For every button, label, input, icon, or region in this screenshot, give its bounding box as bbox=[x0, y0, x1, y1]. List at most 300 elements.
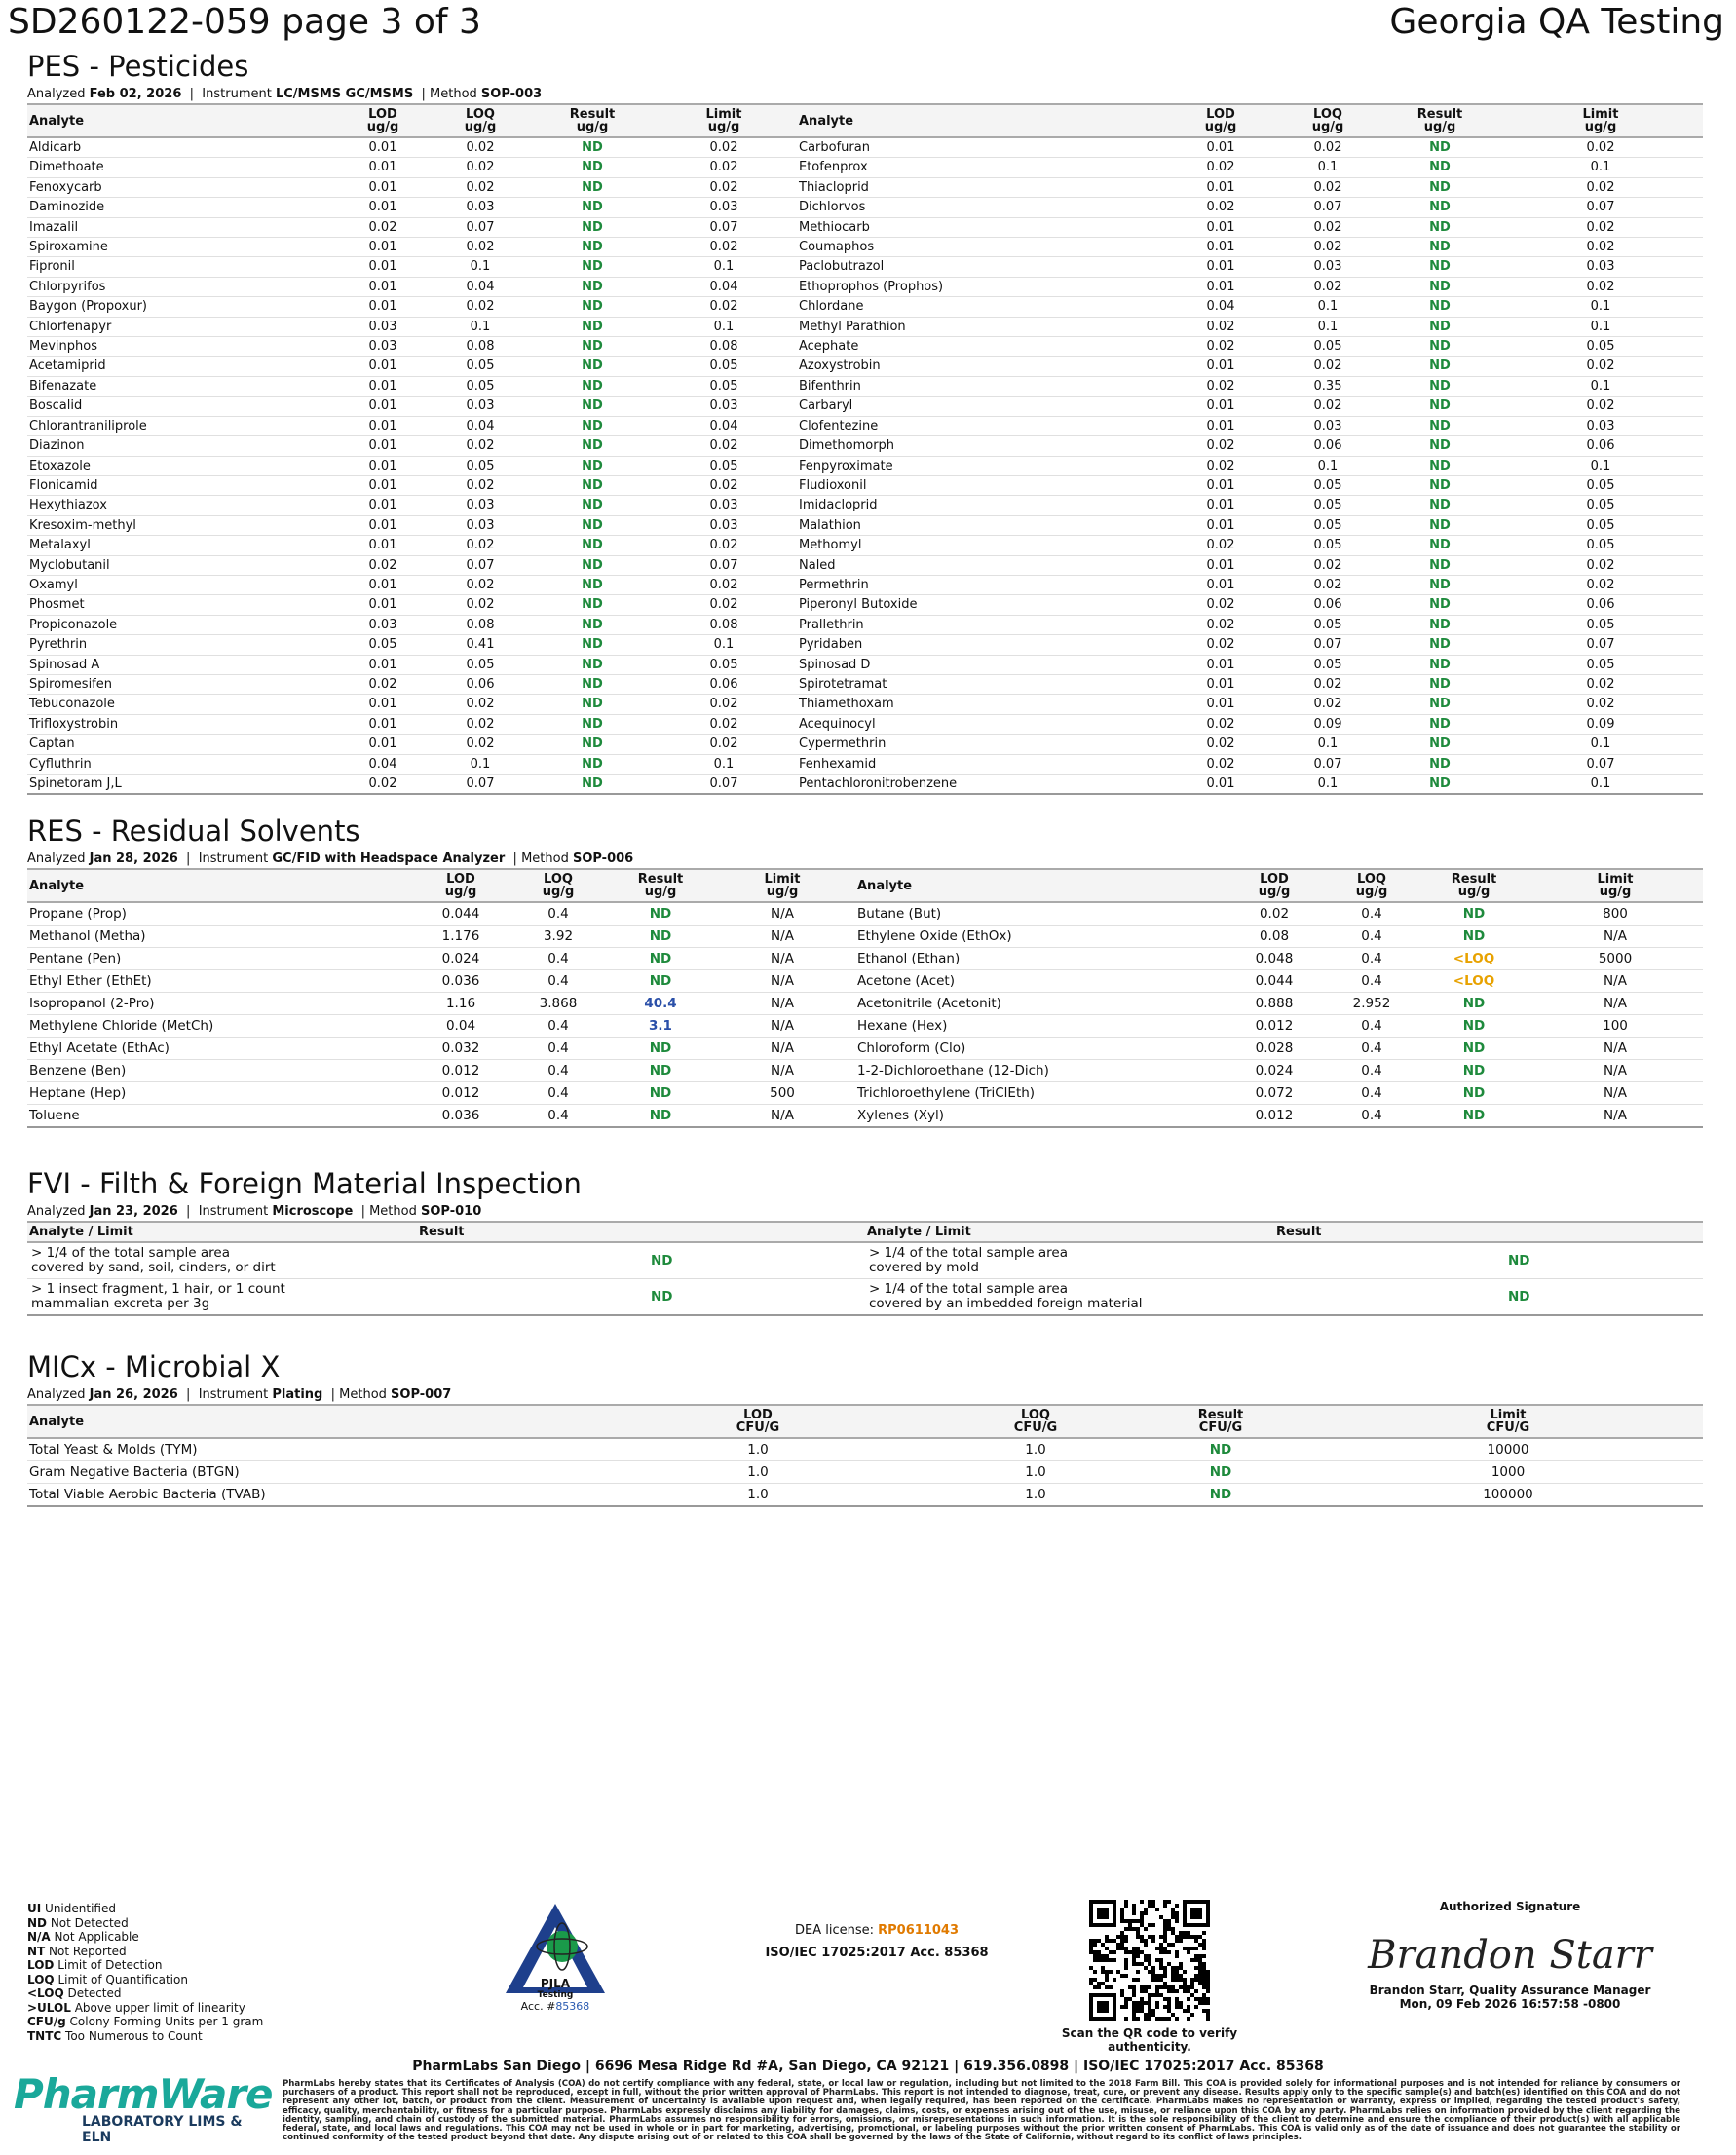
lod-cell: 0.012 bbox=[417, 1060, 505, 1082]
loq-cell: 0.02 bbox=[427, 158, 534, 177]
loq-cell: 0.03 bbox=[1274, 416, 1381, 435]
limit-cell: 0.02 bbox=[1498, 137, 1703, 158]
document-id: SD260122-059 page 3 of 3 bbox=[8, 2, 481, 42]
loq-cell: 0.05 bbox=[1274, 496, 1381, 515]
result-cell: ND bbox=[1128, 1438, 1313, 1461]
loq-cell: 3.92 bbox=[505, 926, 612, 948]
analyte-name: Total Yeast & Molds (TYM) bbox=[27, 1438, 573, 1461]
result-cell: ND bbox=[612, 970, 709, 993]
lod-cell: 0.01 bbox=[1167, 238, 1274, 257]
table-row bbox=[27, 615, 1703, 634]
analyte-name: Methylene Chloride (MetCh) bbox=[27, 1015, 417, 1038]
accreditation-info: DEA license: RP0611043 ISO/IEC 17025:2017 Acc. 85368 bbox=[765, 1923, 989, 1960]
lod-cell: 0.01 bbox=[339, 238, 427, 257]
limit-cell: 500 bbox=[709, 1082, 855, 1105]
table-row bbox=[27, 217, 1703, 237]
limit-cell: 0.06 bbox=[1498, 595, 1703, 615]
loq-cell: 0.35 bbox=[1274, 376, 1381, 396]
filth-table bbox=[27, 1221, 1703, 1316]
limit-cell: N/A bbox=[1528, 1105, 1703, 1128]
loq-cell: 0.03 bbox=[427, 515, 534, 535]
analyte-name: Fenpyroximate bbox=[797, 456, 1167, 475]
table-row bbox=[27, 337, 1703, 357]
column-header: Limit ug/g bbox=[651, 104, 797, 137]
result-cell: ND bbox=[1381, 714, 1498, 734]
lod-cell: 0.01 bbox=[339, 198, 427, 217]
result-cell: ND bbox=[534, 137, 651, 158]
result-cell: ND bbox=[534, 456, 651, 475]
result-cell: 40.4 bbox=[612, 993, 709, 1015]
result-cell: ND bbox=[534, 177, 651, 197]
section-meta: Analyzed Feb 02, 2026 | Instrument LC/MSMS GC/MSMS | Method SOP-003 bbox=[27, 87, 543, 101]
column-header: Limit CFU/G bbox=[1313, 1405, 1703, 1438]
limit-cell: 0.02 bbox=[1498, 277, 1703, 296]
limit-cell: N/A bbox=[709, 1015, 855, 1038]
loq-cell: 0.02 bbox=[1274, 555, 1381, 575]
loq-cell: 0.1 bbox=[427, 317, 534, 336]
loq-cell: 0.03 bbox=[427, 198, 534, 217]
lod-cell: 0.01 bbox=[1167, 397, 1274, 416]
lod-cell: 0.01 bbox=[1167, 137, 1274, 158]
lod-cell: 0.02 bbox=[1226, 902, 1323, 926]
analyte-name: Captan bbox=[27, 735, 339, 754]
limit-cell: 0.02 bbox=[1498, 397, 1703, 416]
loq-cell: 0.05 bbox=[1274, 536, 1381, 555]
column-header: Analyte bbox=[27, 104, 339, 137]
lod-cell: 0.01 bbox=[339, 714, 427, 734]
analyte-limit: > 1 insect fragment, 1 hair, or 1 count mammalian excreta per 3g bbox=[27, 1279, 417, 1316]
loq-cell: 0.02 bbox=[427, 238, 534, 257]
limit-cell: N/A bbox=[709, 1060, 855, 1082]
analyte-name: Acetonitrile (Acetonit) bbox=[855, 993, 1226, 1015]
limit-cell: N/A bbox=[709, 902, 855, 926]
table-row bbox=[27, 1279, 1703, 1316]
analyte-name: Hexane (Hex) bbox=[855, 1015, 1226, 1038]
analyte-name: Acephate bbox=[797, 337, 1167, 357]
limit-cell: 0.1 bbox=[1498, 158, 1703, 177]
lod-cell: 0.01 bbox=[339, 158, 427, 177]
analyte-name: Spinosad D bbox=[797, 655, 1167, 674]
result-cell: ND bbox=[1420, 1038, 1528, 1060]
pesticides-section bbox=[27, 49, 1703, 795]
legend-item: LOQ Limit of Quantification bbox=[27, 1972, 188, 1986]
table-row bbox=[27, 436, 1703, 456]
limit-cell: 0.1 bbox=[1498, 735, 1703, 754]
lod-cell: 0.01 bbox=[339, 655, 427, 674]
limit-cell: 0.02 bbox=[1498, 555, 1703, 575]
loq-cell: 0.4 bbox=[1323, 948, 1420, 970]
limit-cell: 100 bbox=[1528, 1015, 1703, 1038]
result-cell: ND bbox=[1381, 496, 1498, 515]
loq-cell: 0.4 bbox=[1323, 902, 1420, 926]
loq-cell: 1.0 bbox=[943, 1461, 1128, 1484]
analyte-name: Naled bbox=[797, 555, 1167, 575]
loq-cell: 1.0 bbox=[943, 1484, 1128, 1507]
lod-cell: 0.036 bbox=[417, 970, 505, 993]
legend-item: NT Not Reported bbox=[27, 1944, 127, 1958]
result-cell: ND bbox=[534, 297, 651, 317]
lod-cell: 0.01 bbox=[1167, 695, 1274, 714]
result-cell: ND bbox=[1381, 257, 1498, 277]
loq-cell: 0.07 bbox=[427, 217, 534, 237]
limit-cell: N/A bbox=[1528, 1060, 1703, 1082]
analyte-name: Dichlorvos bbox=[797, 198, 1167, 217]
table-row bbox=[27, 635, 1703, 655]
loq-cell: 0.05 bbox=[427, 456, 534, 475]
legal-disclaimer: PharmLabs hereby states that its Certificates of Analysis (COA) do not certify compliance with any federal, state, or local law or regulation, including but not limited to the 2018 Farm Bill. This COA is provided solely for informational purposes and is not intended for reliance by consumers or purchasers of a product. This report shall not be reproduced, except in full, without the prior written approval of PharmLabs. This report is not intended to diagnose, treat, cure, or prevent any disease. Results apply only to the specific sample(s) and batch(es) identified on this COA and do not represent any other lot, batch, or product from the client. Measurement of uncertainty is available upon request and, when legally required, has been reported on the certificate. PharmLabs makes no representation or warranty, express or implied, regarding the tested product's safety, efficacy, quality, merchantability, or fitness for a particular purpose. PharmLabs expressly disclaims any liability for damages, claims, costs, or expenses arising out of the use, misuse, or reliance upon this COA by any party. PharmLabs relies on information provided by the client regarding the identity, sampling, and chain of custody of the submitted material. PharmLabs assumes no responsibility for errors, omissions, or misrepresentations in such information. It is the sole responsibility of the client to determine and ensure the compliance of their product(s) with all applicable federal, state, and local laws and regulations. This COA may not be used in whole or in part for marketing, advertising, promotional, or labeling purposes without the prior written consent of PharmLabs. This COA is valid only as of the date of issuance and does not guarantee the stability or continued conformity of the tested product beyond that date. Any dispute arising out of or related to this COA shall be governed by the laws of the State of California, without regard to its conflict of laws principles. bbox=[283, 2079, 1680, 2143]
result-cell: ND bbox=[534, 238, 651, 257]
loq-cell: 0.4 bbox=[1323, 1060, 1420, 1082]
lod-cell: 0.012 bbox=[1226, 1015, 1323, 1038]
loq-cell: 0.02 bbox=[427, 475, 534, 495]
legend-item: UI Unidentified bbox=[27, 1902, 116, 1915]
lod-cell: 0.01 bbox=[1167, 515, 1274, 535]
analyte-name: Acetamiprid bbox=[27, 357, 339, 376]
table-row bbox=[27, 575, 1703, 594]
analyte-name: Methyl Parathion bbox=[797, 317, 1167, 336]
table-row bbox=[27, 655, 1703, 674]
result-cell: ND bbox=[1274, 1279, 1703, 1316]
result-cell: ND bbox=[1381, 297, 1498, 317]
table-row bbox=[27, 926, 1703, 948]
analyte-name: Flonicamid bbox=[27, 475, 339, 495]
limit-cell: 0.02 bbox=[651, 297, 797, 317]
abbreviation-legend bbox=[27, 1902, 263, 2043]
result-cell: ND bbox=[534, 277, 651, 296]
loq-cell: 0.02 bbox=[427, 735, 534, 754]
lod-cell: 0.03 bbox=[339, 337, 427, 357]
limit-cell: 0.05 bbox=[1498, 475, 1703, 495]
analyte-name: Ethoprophos (Prophos) bbox=[797, 277, 1167, 296]
result-cell: ND bbox=[534, 575, 651, 594]
loq-cell: 0.4 bbox=[1323, 1015, 1420, 1038]
result-cell: ND bbox=[1381, 456, 1498, 475]
loq-cell: 0.41 bbox=[427, 635, 534, 655]
table-row bbox=[27, 595, 1703, 615]
loq-cell: 0.02 bbox=[1274, 575, 1381, 594]
analyte-limit: > 1/4 of the total sample area covered by mold bbox=[865, 1242, 1274, 1279]
analyte-name: Xylenes (Xyl) bbox=[855, 1105, 1226, 1128]
lod-cell: 0.01 bbox=[339, 536, 427, 555]
table-row bbox=[27, 993, 1703, 1015]
limit-cell: 100000 bbox=[1313, 1484, 1703, 1507]
result-cell: ND bbox=[1381, 735, 1498, 754]
limit-cell: 0.03 bbox=[651, 496, 797, 515]
result-cell: ND bbox=[534, 655, 651, 674]
column-header: LOQ ug/g bbox=[505, 869, 612, 902]
analyte-name: Oxamyl bbox=[27, 575, 339, 594]
table-row bbox=[27, 397, 1703, 416]
loq-cell: 0.4 bbox=[505, 1105, 612, 1128]
result-cell: ND bbox=[1381, 416, 1498, 435]
lod-cell: 0.048 bbox=[1226, 948, 1323, 970]
limit-cell: 0.02 bbox=[1498, 695, 1703, 714]
limit-cell: 0.1 bbox=[651, 635, 797, 655]
analyte-name: Dimethomorph bbox=[797, 436, 1167, 456]
loq-cell: 1.0 bbox=[943, 1438, 1128, 1461]
table-row bbox=[27, 754, 1703, 774]
lod-cell: 0.01 bbox=[1167, 357, 1274, 376]
lod-cell: 0.01 bbox=[1167, 674, 1274, 694]
result-cell: ND bbox=[534, 555, 651, 575]
limit-cell: 0.04 bbox=[651, 416, 797, 435]
analyte-name: Ethanol (Ethan) bbox=[855, 948, 1226, 970]
column-header: Result bbox=[417, 1222, 865, 1242]
lod-cell: 0.01 bbox=[339, 257, 427, 277]
lod-cell: 0.04 bbox=[417, 1015, 505, 1038]
analyte-name: Tebuconazole bbox=[27, 695, 339, 714]
table-row bbox=[27, 357, 1703, 376]
loq-cell: 0.1 bbox=[1274, 317, 1381, 336]
analyte-name: Cyfluthrin bbox=[27, 754, 339, 774]
signature-block bbox=[1364, 1900, 1656, 2011]
qr-caption: Scan the QR code to verify authenticity. bbox=[1061, 2026, 1238, 2054]
limit-cell: 0.08 bbox=[651, 615, 797, 634]
analyte-name: Fenhexamid bbox=[797, 754, 1167, 774]
result-cell: ND bbox=[1381, 754, 1498, 774]
section-meta: Analyzed Jan 28, 2026 | Instrument GC/FID with Headspace Analyzer | Method SOP-006 bbox=[27, 851, 634, 866]
limit-cell: 0.07 bbox=[1498, 754, 1703, 774]
analyte-name: Diazinon bbox=[27, 436, 339, 456]
lod-cell: 0.012 bbox=[1226, 1105, 1323, 1128]
lod-cell: 0.02 bbox=[339, 674, 427, 694]
limit-cell: 0.1 bbox=[1498, 376, 1703, 396]
analyte-name: Carbaryl bbox=[797, 397, 1167, 416]
lod-cell: 0.01 bbox=[339, 695, 427, 714]
analyte-name: Chlorpyrifos bbox=[27, 277, 339, 296]
lod-cell: 0.01 bbox=[339, 177, 427, 197]
microbial-section bbox=[27, 1349, 1703, 1507]
limit-cell: N/A bbox=[1528, 993, 1703, 1015]
signature-heading: Authorized Signature bbox=[1439, 1900, 1581, 1913]
result-cell: ND bbox=[1381, 635, 1498, 655]
lod-cell: 0.01 bbox=[1167, 775, 1274, 795]
table-row bbox=[27, 496, 1703, 515]
result-cell: ND bbox=[1381, 376, 1498, 396]
result-cell: ND bbox=[534, 674, 651, 694]
lod-cell: 0.02 bbox=[1167, 595, 1274, 615]
analyte-limit: > 1/4 of the total sample area covered by an imbedded foreign material bbox=[865, 1279, 1274, 1316]
pjla-badge: PJLA Testing Acc. #85368 bbox=[497, 1900, 614, 2013]
lod-cell: 0.01 bbox=[339, 475, 427, 495]
analyte-name: Spirotetramat bbox=[797, 674, 1167, 694]
limit-cell: 0.06 bbox=[1498, 436, 1703, 456]
limit-cell: 800 bbox=[1528, 902, 1703, 926]
result-cell: ND bbox=[1381, 595, 1498, 615]
result-cell: ND bbox=[534, 735, 651, 754]
loq-cell: 0.08 bbox=[427, 337, 534, 357]
section-meta: Analyzed Jan 26, 2026 | Instrument Plating | Method SOP-007 bbox=[27, 1387, 452, 1402]
loq-cell: 0.4 bbox=[1323, 1105, 1420, 1128]
table-row bbox=[27, 1060, 1703, 1082]
loq-cell: 0.05 bbox=[427, 357, 534, 376]
result-cell: ND bbox=[612, 1105, 709, 1128]
analyte-name: 1-2-Dichloroethane (12-Dich) bbox=[855, 1060, 1226, 1082]
result-cell: ND bbox=[1420, 993, 1528, 1015]
analyte-name: Mevinphos bbox=[27, 337, 339, 357]
loq-cell: 0.02 bbox=[427, 575, 534, 594]
analyte-name: Fipronil bbox=[27, 257, 339, 277]
column-header: Result bbox=[1274, 1222, 1703, 1242]
table-row bbox=[27, 198, 1703, 217]
table-row bbox=[27, 970, 1703, 993]
limit-cell: 0.05 bbox=[651, 456, 797, 475]
loq-cell: 0.04 bbox=[427, 277, 534, 296]
limit-cell: 0.02 bbox=[651, 695, 797, 714]
loq-cell: 0.4 bbox=[505, 948, 612, 970]
limit-cell: 0.03 bbox=[1498, 257, 1703, 277]
loq-cell: 0.4 bbox=[505, 1082, 612, 1105]
table-row bbox=[27, 1038, 1703, 1060]
analyte-name: Chlorantraniliprole bbox=[27, 416, 339, 435]
limit-cell: 0.04 bbox=[651, 277, 797, 296]
analyte-name: Myclobutanil bbox=[27, 555, 339, 575]
signature-date: Mon, 09 Feb 2026 16:57:58 -0800 bbox=[1399, 1997, 1621, 2011]
loq-cell: 0.4 bbox=[505, 1015, 612, 1038]
result-cell: ND bbox=[612, 1082, 709, 1105]
lod-cell: 1.0 bbox=[573, 1438, 943, 1461]
loq-cell: 0.4 bbox=[1323, 926, 1420, 948]
result-cell: ND bbox=[534, 635, 651, 655]
limit-cell: N/A bbox=[1528, 1038, 1703, 1060]
limit-cell: 0.05 bbox=[651, 655, 797, 674]
lod-cell: 0.03 bbox=[339, 615, 427, 634]
loq-cell: 0.05 bbox=[1274, 337, 1381, 357]
loq-cell: 0.05 bbox=[1274, 615, 1381, 634]
analyte-name: Thiacloprid bbox=[797, 177, 1167, 197]
analyte-name: Boscalid bbox=[27, 397, 339, 416]
analyte-name: Carbofuran bbox=[797, 137, 1167, 158]
loq-cell: 0.02 bbox=[427, 695, 534, 714]
result-cell: ND bbox=[534, 416, 651, 435]
lod-cell: 0.05 bbox=[339, 635, 427, 655]
result-cell: ND bbox=[1381, 137, 1498, 158]
result-cell: ND bbox=[534, 158, 651, 177]
lod-cell: 0.01 bbox=[1167, 217, 1274, 237]
loq-cell: 0.02 bbox=[427, 595, 534, 615]
verification-qr[interactable] bbox=[1028, 1900, 1271, 2054]
loq-cell: 0.4 bbox=[505, 970, 612, 993]
result-cell: ND bbox=[1381, 475, 1498, 495]
table-row bbox=[27, 515, 1703, 535]
lod-cell: 0.08 bbox=[1226, 926, 1323, 948]
result-cell: ND bbox=[534, 775, 651, 795]
limit-cell: N/A bbox=[709, 970, 855, 993]
signer-name: Brandon Starr, Quality Assurance Manager bbox=[1369, 1984, 1651, 1997]
limit-cell: N/A bbox=[709, 948, 855, 970]
loq-cell: 0.4 bbox=[1323, 970, 1420, 993]
analyte-name: Hexythiazox bbox=[27, 496, 339, 515]
loq-cell: 0.02 bbox=[427, 436, 534, 456]
limit-cell: 5000 bbox=[1528, 948, 1703, 970]
lod-cell: 0.888 bbox=[1226, 993, 1323, 1015]
lod-cell: 0.01 bbox=[339, 515, 427, 535]
result-cell: ND bbox=[534, 337, 651, 357]
lod-cell: 0.01 bbox=[339, 376, 427, 396]
analyte-limit: > 1/4 of the total sample area covered by sand, soil, cinders, or dirt bbox=[27, 1242, 417, 1279]
analyte-name: Spiromesifen bbox=[27, 674, 339, 694]
limit-cell: 0.02 bbox=[651, 475, 797, 495]
column-header: Analyte bbox=[855, 869, 1226, 902]
limit-cell: 0.05 bbox=[1498, 655, 1703, 674]
analyte-name: Toluene bbox=[27, 1105, 417, 1128]
loq-cell: 0.03 bbox=[427, 397, 534, 416]
result-cell: ND bbox=[1381, 337, 1498, 357]
analyte-name: Pyridaben bbox=[797, 635, 1167, 655]
analyte-name: Pyrethrin bbox=[27, 635, 339, 655]
legend-item: >ULOL Above upper limit of linearity bbox=[27, 2000, 245, 2015]
analyte-name: Chloroform (Clo) bbox=[855, 1038, 1226, 1060]
result-cell: ND bbox=[534, 615, 651, 634]
analyte-name: Cypermethrin bbox=[797, 735, 1167, 754]
result-cell: ND bbox=[1274, 1242, 1703, 1279]
loq-cell: 3.868 bbox=[505, 993, 612, 1015]
column-header: Result CFU/G bbox=[1128, 1405, 1313, 1438]
lod-cell: 0.01 bbox=[1167, 416, 1274, 435]
qr-code-icon[interactable] bbox=[1089, 1900, 1210, 2021]
analyte-name: Imidacloprid bbox=[797, 496, 1167, 515]
analyte-name: Fludioxonil bbox=[797, 475, 1167, 495]
analyte-name: Acequinocyl bbox=[797, 714, 1167, 734]
result-cell: ND bbox=[534, 595, 651, 615]
lod-cell: 0.044 bbox=[417, 902, 505, 926]
analyte-name: Permethrin bbox=[797, 575, 1167, 594]
loq-cell: 0.05 bbox=[1274, 475, 1381, 495]
section-meta: Analyzed Jan 23, 2026 | Instrument Microscope | Method SOP-010 bbox=[27, 1204, 482, 1219]
result-cell: ND bbox=[1381, 177, 1498, 197]
result-cell: ND bbox=[534, 257, 651, 277]
table-row bbox=[27, 674, 1703, 694]
lod-cell: 1.176 bbox=[417, 926, 505, 948]
limit-cell: 0.08 bbox=[651, 337, 797, 357]
loq-cell: 0.02 bbox=[1274, 137, 1381, 158]
residual-solvents-section bbox=[27, 813, 1703, 1128]
analyte-name: Imazalil bbox=[27, 217, 339, 237]
result-cell: ND bbox=[534, 357, 651, 376]
result-cell: ND bbox=[534, 475, 651, 495]
column-header: Result ug/g bbox=[612, 869, 709, 902]
loq-cell: 0.03 bbox=[427, 496, 534, 515]
loq-cell: 0.07 bbox=[427, 775, 534, 795]
analyte-name: Propane (Prop) bbox=[27, 902, 417, 926]
lod-cell: 0.01 bbox=[1167, 555, 1274, 575]
analyte-name: Ethylene Oxide (EthOx) bbox=[855, 926, 1226, 948]
lod-cell: 0.01 bbox=[1167, 655, 1274, 674]
result-cell: ND bbox=[1420, 1105, 1528, 1128]
loq-cell: 0.04 bbox=[427, 416, 534, 435]
table-row bbox=[27, 257, 1703, 277]
handwritten-signature: Brandon Starr bbox=[1368, 1933, 1652, 1978]
limit-cell: N/A bbox=[1528, 970, 1703, 993]
limit-cell: 0.07 bbox=[1498, 198, 1703, 217]
loq-cell: 0.05 bbox=[1274, 515, 1381, 535]
result-cell: ND bbox=[612, 948, 709, 970]
limit-cell: 0.02 bbox=[1498, 674, 1703, 694]
column-header: LOD CFU/G bbox=[573, 1405, 943, 1438]
analyte-name: Etofenprox bbox=[797, 158, 1167, 177]
column-header: LOD ug/g bbox=[1167, 104, 1274, 137]
lod-cell: 0.024 bbox=[417, 948, 505, 970]
limit-cell: 0.1 bbox=[1498, 456, 1703, 475]
table-row bbox=[27, 1015, 1703, 1038]
limit-cell: 0.02 bbox=[651, 158, 797, 177]
loq-cell: 0.02 bbox=[427, 297, 534, 317]
limit-cell: 0.05 bbox=[1498, 536, 1703, 555]
loq-cell: 0.1 bbox=[427, 754, 534, 774]
analyte-name: Phosmet bbox=[27, 595, 339, 615]
table-row bbox=[27, 948, 1703, 970]
column-header: Result ug/g bbox=[534, 104, 651, 137]
